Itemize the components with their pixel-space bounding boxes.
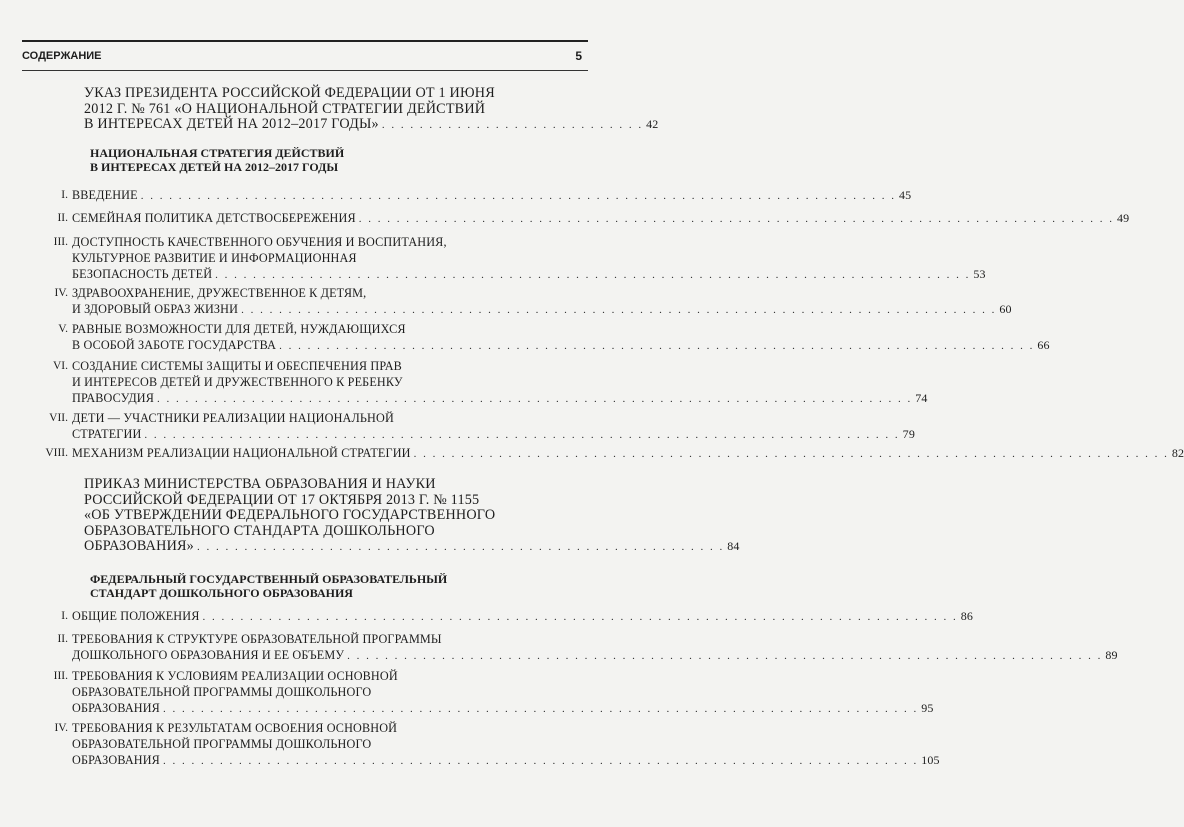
entry-line: «ОБ УТВЕРЖДЕНИИ ФЕДЕРАЛЬНОГО ГОСУДАРСТВЕННОГО	[84, 507, 496, 523]
section-heading	[90, 572, 510, 600]
running-header	[22, 40, 588, 71]
entry-line: ОБРАЗОВАТЕЛЬНОЙ ПРОГРАММЫ ДОШКОЛЬНОГО	[72, 685, 372, 699]
entry-page-number: 60	[999, 302, 1012, 316]
entry-line: ОБЩИЕ ПОЛОЖЕНИЯ	[72, 609, 200, 623]
entry-line: ОБРАЗОВАНИЯ»	[84, 538, 194, 554]
leader-dots: . . . . . . . . . . . . . . . . . . . . . . . . . . . . . . . . . . . . . . . . . . . . . . . . . . . . . . . . . . . . . . . . . . . . . . . . . . . . . . . .	[140, 190, 896, 202]
entry-number: I.	[61, 610, 68, 622]
leader-dots: . . . . . . . . . . . . . . . . . . . . . . . . . . . . . . . . . . . . . . . . . . . . . . . . . . . . . . . . . . . . . . . . . . . . . . . . . . . . . . . .	[413, 448, 1169, 460]
leader-dots: . . . . . . . . . . . . . . . . . . . . . . . . . . . . . . . . . . . . . . . . . . . . . . . . . . . . . . . . . . . . . . . . . . . . . . . . . . . . . . . .	[144, 429, 900, 441]
entry-page-number: 105	[921, 753, 940, 767]
entry-number: IV.	[54, 287, 68, 299]
entry-number: II.	[57, 212, 68, 224]
entry-line: БЕЗОПАСНОСТЬ ДЕТЕЙ	[72, 267, 213, 281]
entry-page-number: 42	[646, 117, 659, 131]
section-heading-line: ФЕДЕРАЛЬНЫЙ ГОСУДАРСТВЕННЫЙ ОБРАЗОВАТЕЛЬНЫЙ	[90, 572, 448, 586]
entry-number: II.	[57, 633, 68, 645]
entry-line: ОБРАЗОВАНИЯ	[72, 753, 160, 767]
leader-dots: . . . . . . . . . . . . . . . . . . . . . . . . . . . .	[381, 119, 644, 131]
entry-line: ОБРАЗОВАНИЯ	[72, 701, 160, 715]
leader-dots: . . . . . . . . . . . . . . . . . . . . . . . . . . . . . . . . . . . . . . . . . . . . . . . . . . . . . . . . . . . . . . . . . . . . . . . . . . . . . . . .	[241, 304, 997, 316]
entry-line: ВВЕДЕНИЕ	[72, 188, 138, 202]
entry-line: В ИНТЕРЕСАХ ДЕТЕЙ НА 2012–2017 ГОДЫ»	[84, 116, 379, 132]
header-page-number: 5	[575, 49, 582, 63]
entry-page-number: 49	[1116, 211, 1130, 225]
entry-line: УКАЗ ПРЕЗИДЕНТА РОССИЙСКОЙ ФЕДЕРАЦИИ ОТ 1 ИЮНЯ	[84, 85, 495, 101]
header-title: СОДЕРЖАНИЕ	[22, 50, 102, 62]
section-heading-line: НАЦИОНАЛЬНАЯ СТРАТЕГИЯ ДЕЙСТВИЙ	[90, 146, 345, 160]
entry-line: МЕХАНИЗМ РЕАЛИЗАЦИИ НАЦИОНАЛЬНОЙ СТРАТЕГИИ	[72, 446, 411, 460]
entry-line: 2012 Г. № 761 «О НАЦИОНАЛЬНОЙ СТРАТЕГИИ ДЕЙСТВИЙ	[84, 100, 486, 117]
entry-page-number: 95	[921, 701, 934, 715]
entry-number: VII.	[49, 412, 68, 424]
entry-line: СЕМЕЙНАЯ ПОЛИТИКА ДЕТСТВОСБЕРЕЖЕНИЯ	[72, 211, 356, 225]
entry-line: СОЗДАНИЕ СИСТЕМЫ ЗАЩИТЫ И ОБЕСПЕЧЕНИЯ ПРАВ	[72, 359, 402, 373]
toc-entry-order[interactable]	[84, 476, 740, 556]
entry-number: VIII.	[45, 447, 68, 459]
entry-line: ОБРАЗОВАТЕЛЬНОЙ ПРОГРАММЫ ДОШКОЛЬНОГО	[72, 737, 372, 751]
entry-page-number: 89	[1105, 648, 1118, 662]
entry-line: ТРЕБОВАНИЯ К РЕЗУЛЬТАТАМ ОСВОЕНИЯ ОСНОВНОЙ	[72, 721, 398, 735]
entry-line: ДОШКОЛЬНОГО ОБРАЗОВАНИЯ И ЕЕ ОБЪЕМУ	[72, 648, 345, 662]
entry-page-number: 66	[1037, 338, 1050, 352]
entry-number: IV.	[54, 722, 68, 734]
entry-line: РОССИЙСКОЙ ФЕДЕРАЦИИ ОТ 17 ОКТЯБРЯ 2013 Г. № 1155	[84, 491, 480, 508]
entry-page-number: 86	[960, 609, 974, 623]
entry-line: И ИНТЕРЕСОВ ДЕТЕЙ И ДРУЖЕСТВЕННОГО К РЕБЕНКУ	[72, 375, 403, 389]
leader-dots: . . . . . . . . . . . . . . . . . . . . . . . . . . . . . . . . . . . . . . . . . . . . . . . . . . . . . . . .	[196, 541, 725, 553]
entry-line: ТРЕБОВАНИЯ К СТРУКТУРЕ ОБРАЗОВАТЕЛЬНОЙ ПРОГРАММЫ	[72, 632, 442, 646]
section-heading	[90, 146, 510, 174]
leader-dots: . . . . . . . . . . . . . . . . . . . . . . . . . . . . . . . . . . . . . . . . . . . . . . . . . . . . . . . . . . . . . . . . . . . . . . . . . . . . . . . .	[279, 340, 1035, 352]
entry-line: ПРИКАЗ МИНИСТЕРСТВА ОБРАЗОВАНИЯ И НАУКИ	[84, 476, 436, 492]
entry-page-number: 53	[973, 267, 986, 281]
section-heading-line: В ИНТЕРЕСАХ ДЕТЕЙ НА 2012–2017 ГОДЫ	[90, 160, 339, 174]
entry-line: РАВНЫЕ ВОЗМОЖНОСТИ ДЛЯ ДЕТЕЙ, НУЖДАЮЩИХСЯ	[72, 322, 406, 336]
leader-dots: . . . . . . . . . . . . . . . . . . . . . . . . . . . . . . . . . . . . . . . . . . . . . . . . . . . . . . . . . . . . . . . . . . . . . . . . . . . . . . . .	[157, 393, 913, 405]
entry-line: В ОСОБОЙ ЗАБОТЕ ГОСУДАРСТВА	[72, 338, 277, 352]
toc-entry-decree[interactable]	[84, 85, 659, 134]
entry-page-number: 84	[727, 539, 740, 553]
entry-page-number: 74	[915, 391, 928, 405]
leader-dots: . . . . . . . . . . . . . . . . . . . . . . . . . . . . . . . . . . . . . . . . . . . . . . . . . . . . . . . . . . . . . . . . . . . . . . . . . . . . . . . .	[162, 755, 919, 767]
leader-dots: . . . . . . . . . . . . . . . . . . . . . . . . . . . . . . . . . . . . . . . . . . . . . . . . . . . . . . . . . . . . . . . . . . . . . . . . . . . . . . . .	[202, 611, 958, 623]
entry-line: ДЕТИ — УЧАСТНИКИ РЕАЛИЗАЦИИ НАЦИОНАЛЬНОЙ	[72, 411, 394, 425]
leader-dots: . . . . . . . . . . . . . . . . . . . . . . . . . . . . . . . . . . . . . . . . . . . . . . . . . . . . . . . . . . . . . . . . . . . . . . . . . . . . . . . .	[347, 650, 1103, 662]
entry-line: ДОСТУПНОСТЬ КАЧЕСТВЕННОГО ОБУЧЕНИЯ И ВОСПИТАНИЯ,	[72, 235, 447, 249]
entry-line: ПРАВОСУДИЯ	[72, 391, 155, 405]
entry-line: КУЛЬТУРНОЕ РАЗВИТИЕ И ИНФОРМАЦИОННАЯ	[72, 251, 357, 265]
entry-number: III.	[53, 236, 68, 248]
entry-number: III.	[53, 670, 68, 682]
entry-page-number: 79	[902, 427, 915, 441]
entry-line: ОБРАЗОВАТЕЛЬНОГО СТАНДАРТА ДОШКОЛЬНОГО	[84, 522, 435, 539]
entry-line: ТРЕБОВАНИЯ К УСЛОВИЯМ РЕАЛИЗАЦИИ ОСНОВНОЙ	[72, 669, 398, 683]
entry-number: V.	[58, 323, 68, 335]
entry-line: И ЗДОРОВЫЙ ОБРАЗ ЖИЗНИ	[72, 302, 239, 316]
entry-page-number: 45	[898, 188, 912, 202]
entry-line: ЗДРАВООХРАНЕНИЕ, ДРУЖЕСТВЕННОЕ К ДЕТЯМ,	[72, 286, 367, 300]
entry-number: I.	[61, 189, 68, 201]
entry-page-number: 82	[1171, 446, 1184, 460]
entry-line: СТРАТЕГИИ	[72, 427, 142, 441]
leader-dots: . . . . . . . . . . . . . . . . . . . . . . . . . . . . . . . . . . . . . . . . . . . . . . . . . . . . . . . . . . . . . . . . . . . . . . . . . . . . . . . .	[162, 703, 919, 715]
leader-dots: . . . . . . . . . . . . . . . . . . . . . . . . . . . . . . . . . . . . . . . . . . . . . . . . . . . . . . . . . . . . . . . . . . . . . . . . . . . . . . . .	[215, 269, 971, 281]
leader-dots: . . . . . . . . . . . . . . . . . . . . . . . . . . . . . . . . . . . . . . . . . . . . . . . . . . . . . . . . . . . . . . . . . . . . . . . . . . . . . . . .	[358, 213, 1114, 225]
entry-number: VI.	[52, 360, 68, 372]
section-heading-line: СТАНДАРТ ДОШКОЛЬНОГО ОБРАЗОВАНИЯ	[90, 586, 353, 600]
